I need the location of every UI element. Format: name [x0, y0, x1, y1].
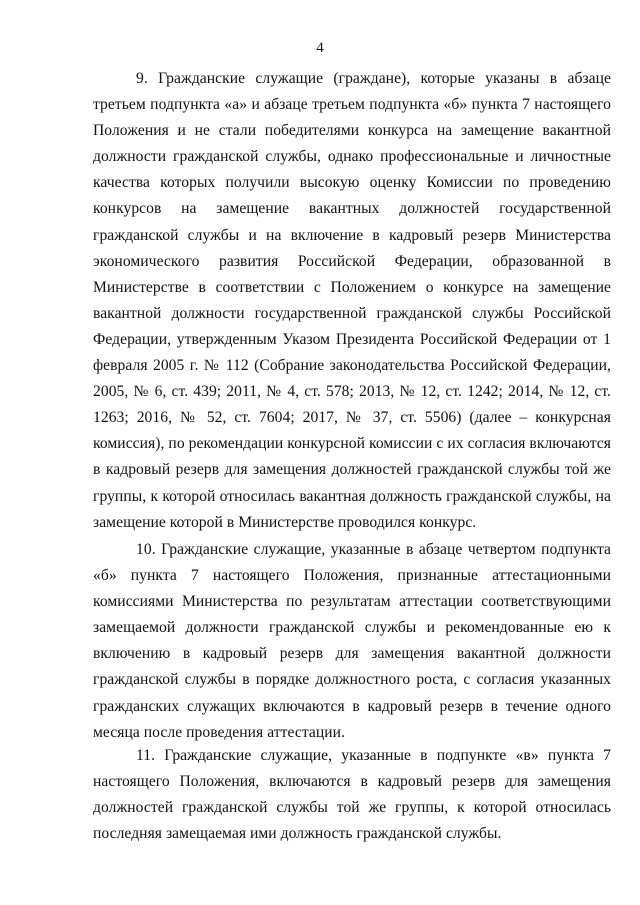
- page-number: 4: [316, 40, 324, 56]
- paragraph-10: 10. Гражданские служащие, указанные в абзаце четвертом подпункта «б» пункта 7 настоящего Положения, признанные аттестационными комиссиями Министерства по результатам аттестации соответствующими замещаемой должности гражданской службы и рекомендованные ею к включению в кадровый резерв для замещения вакантной должности гражданской службы в порядке должностного роста, с согласия указанных гражданских служащих включаются в кадровый резерв в течение одного месяца после проведения аттестации.: [93, 541, 611, 741]
- paragraph-11: 11. Гражданские служащие, указанные в подпункте «в» пункта 7 настоящего Положения, включаются в кадровый резерв для замещения должностей гражданской службы той же группы, к которой относилась последняя замещаемая ими должность гражданской службы.: [93, 747, 611, 843]
- paragraph-9: 9. Гражданские служащие (граждане), которые указаны в абзаце третьем подпункта «а» и абзаце третьем подпункта «б» пункта 7 настоящего Положения и не стали победителями конкурса на замещение вакантной должности гражданской службы, однако профессиональные и личностные качества которых получили высокую оценку Комиссии по проведению конкурсов на замещение вакантных должностей государственной гражданской службы и на включение в кадровый резерв Министерства экономического развития Российской Федерации, образованной в Министерстве в соответствии с Положением о конкурсе на замещение вакантной должности государственной гражданской службы Российской Федерации, утвержденным Указом Президента Российской Федерации от 1 февраля 2005 г. № 112 (Собрание законодательства Российской Федерации, 2005, № 6, ст. 439; 2011, № 4, ст. 578; 2013, № 12, ст. 1242; 2014, № 12, ст. 1263; 2016, № 52, ст. 7604; 2017, № 37, ст. 5506) (далее – конкурсная комиссия), по рекомендации конкурсной комиссии с их согласия включаются в кадровый резерв для замещения должностей гражданской службы той же группы, к которой относилась вакантная должность гражданской службы, на замещение которой в Министерстве проводился конкурс.: [93, 70, 611, 531]
